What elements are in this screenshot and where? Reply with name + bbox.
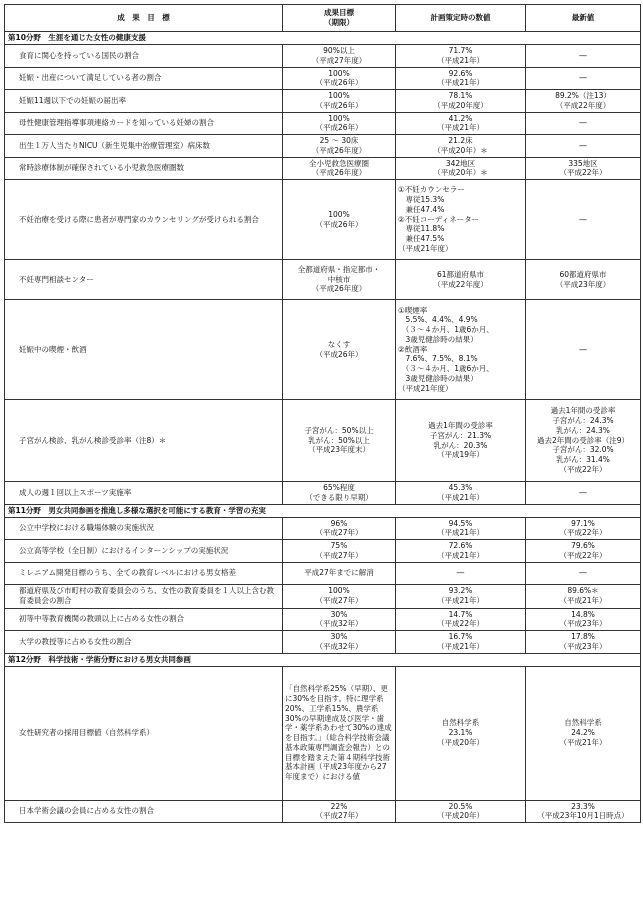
table-row [5,584,641,608]
goal-cell: 母性健康管理指導事項連絡カードを知っている妊婦の割合 [5,112,283,135]
baseline-cell: 61都道府県市 （平成22年度） [396,260,526,300]
table-row [5,666,641,800]
table-row [5,90,641,113]
target-cell: 96% （平成27年） [283,517,396,540]
latest-cell: ― [526,67,641,90]
latest-cell: ― [526,180,641,260]
latest-cell: 89.2%（注13） （平成22年度） [526,90,641,113]
goal-cell: 不妊治療を受ける際に患者が専門家のカウンセリングが受けられる割合 [5,180,283,260]
section-header-row [5,653,641,666]
table-row [5,67,641,90]
table-header-row [5,5,641,32]
target-cell: 100% （平成26年） [283,180,396,260]
target-cell: 平成27年までに解消 [283,562,396,584]
goal-cell: 初等中等教育機関の教頭以上に占める女性の割合 [5,608,283,631]
table-row [5,608,641,631]
baseline-cell: 71.7% （平成21年） [396,45,526,68]
table-body [5,32,641,823]
latest-cell: 自然科学系 24.2% （平成21年） [526,666,641,800]
target-cell: 全都道府県・指定都市・ 中核市 （平成26年度） [283,260,396,300]
goal-cell: 子宮がん検診、乳がん検診受診率（注8）＊ [5,400,283,482]
header-target: 成果目標 （期限） [283,5,396,32]
goal-cell: 都道府県及び市町村の教育委員会のうち、女性の教育委員を１人以上含む教育委員会の割合 [5,584,283,608]
table-row [5,157,641,180]
target-cell: 子宮がん：50%以上 乳がん：50%以上 （平成23年度末） [283,400,396,482]
latest-cell: 23.3% （平成23年10月1日時点） [526,800,641,823]
target-cell: 30% （平成32年） [283,631,396,654]
latest-cell: 過去1年間の受診率 子宮がん：24.3% 乳がん：24.3% 過去2年間の受診率（注9） 子宮がん：32.0% 乳がん：31.4% （平成22年） [526,400,641,482]
target-cell: 30% （平成32年） [283,608,396,631]
target-cell: 100% （平成26年） [283,90,396,113]
table-row [5,45,641,68]
table-row [5,400,641,482]
goal-cell: 妊娠中の喫煙・飲酒 [5,300,283,400]
baseline-cell: ― [396,562,526,584]
target-cell: 全小児救急医療圏 （平成26年度） [283,157,396,180]
latest-cell: ― [526,135,641,158]
table-row [5,180,641,260]
section-header-row [5,504,641,517]
baseline-cell: 16.7% （平成21年） [396,631,526,654]
table-row [5,482,641,505]
latest-cell: ― [526,562,641,584]
baseline-cell: 21.2床 （平成20年）＊ [396,135,526,158]
table-row [5,135,641,158]
goal-cell: 公立高等学校（全日制）におけるインターンシップの実施状況 [5,540,283,563]
latest-cell: 335地区 （平成22年） [526,157,641,180]
goal-cell: ミレニアム開発目標のうち、全ての教育レベルにおける男女格差 [5,562,283,584]
section-title: 第11分野 男女共同参画を推進し多様な選択を可能にする教育・学習の充実 [5,504,641,517]
table-row [5,631,641,654]
header-baseline: 計画策定時の数値 [396,5,526,32]
target-cell: 22% （平成27年） [283,800,396,823]
latest-cell: 97.1% （平成22年） [526,517,641,540]
latest-cell: ― [526,482,641,505]
goal-cell: 出生１万人当たりNICU（新生児集中治療管理室）病床数 [5,135,283,158]
latest-cell: 60都道府県市 （平成23年度） [526,260,641,300]
target-cell: 65%程度 （できる限り早期） [283,482,396,505]
goal-cell: 食育に関心を持っている国民の割合 [5,45,283,68]
target-cell: 75% （平成27年） [283,540,396,563]
baseline-cell: ①不妊カウンセラー 専従15.3% 兼任47.4% ②不妊コーディネーター 専従11.8% 兼任47.5% （平成21年度） [396,180,526,260]
goal-cell: 妊娠・出産について満足している者の割合 [5,67,283,90]
goal-cell: 成人の週１回以上スポーツ実施率 [5,482,283,505]
table-row [5,300,641,400]
header-goal: 成 果 目 標 [5,5,283,32]
baseline-cell: 自然科学系 23.1% （平成20年） [396,666,526,800]
header-latest: 最新値 [526,5,641,32]
goal-cell: 妊娠11週以下での妊娠の届出率 [5,90,283,113]
latest-cell: 14.8% （平成23年） [526,608,641,631]
latest-cell: 17.8% （平成23年） [526,631,641,654]
goal-cell: 公立中学校における職場体験の実施状況 [5,517,283,540]
target-cell: 100% （平成27年） [283,584,396,608]
table-row [5,540,641,563]
latest-cell: 79.6% （平成22年） [526,540,641,563]
baseline-cell: 過去1年間の受診率 子宮がん：21.3% 乳がん：20.3% （平成19年） [396,400,526,482]
baseline-cell: 20.5% （平成20年） [396,800,526,823]
baseline-cell: 93.2% （平成21年） [396,584,526,608]
goal-cell: 不妊専門相談センター [5,260,283,300]
baseline-cell: 72.6% （平成21年） [396,540,526,563]
goal-cell: 常時診療体制が確保されている小児救急医療圏数 [5,157,283,180]
baseline-cell: 92.6% （平成21年） [396,67,526,90]
goal-cell: 日本学術会議の会員に占める女性の割合 [5,800,283,823]
target-cell: 25 ～ 30床 （平成26年度） [283,135,396,158]
baseline-cell: 41.2% （平成21年） [396,112,526,135]
section-header-row [5,32,641,45]
baseline-cell: 78.1% （平成20年度） [396,90,526,113]
table-row [5,517,641,540]
baseline-cell: 342地区 （平成20年）＊ [396,157,526,180]
baseline-cell: ①喫煙率 5.5%、4.4%、4.9% （３～４か月、1歳6か月、 3歳児健診時の結果） ②飲酒率 7.6%、7.5%、8.1% （３～４か月、1歳6か月、 3歳児健診時の結果） （平成21年度） [396,300,526,400]
target-cell: なくす （平成26年） [283,300,396,400]
baseline-cell: 45.3% （平成21年） [396,482,526,505]
table-row [5,112,641,135]
target-cell: 「自然科学系25%（早期）、更に30%を目指す。特に理学系20%、工学系15%、農学系30%の早期達成及び医学・歯学・薬学系あわせて30%の達成を目指す。」（総合科学技術会議基本政策専門調査会報告）との目標を踏まえた第４期科学技術基本計画（平成23年度から27年度まで）における値 [283,666,396,800]
goal-cell: 女性研究者の採用目標値（自然科学系） [5,666,283,800]
latest-cell: ― [526,45,641,68]
baseline-cell: 14.7% （平成22年） [396,608,526,631]
latest-cell: ― [526,112,641,135]
section-title: 第10分野 生涯を通じた女性の健康支援 [5,32,641,45]
table-row [5,800,641,823]
latest-cell: ― [526,300,641,400]
goal-cell: 大学の教授等に占める女性の割合 [5,631,283,654]
table-row [5,562,641,584]
target-cell: 100% （平成26年） [283,67,396,90]
latest-cell: 89.6%＊ （平成21年） [526,584,641,608]
baseline-cell: 94.5% （平成21年） [396,517,526,540]
section-title: 第12分野 科学技術・学術分野における男女共同参画 [5,653,641,666]
target-cell: 100% （平成26年） [283,112,396,135]
target-cell: 90%以上 （平成27年度） [283,45,396,68]
table-row [5,260,641,300]
goals-table [4,4,641,823]
